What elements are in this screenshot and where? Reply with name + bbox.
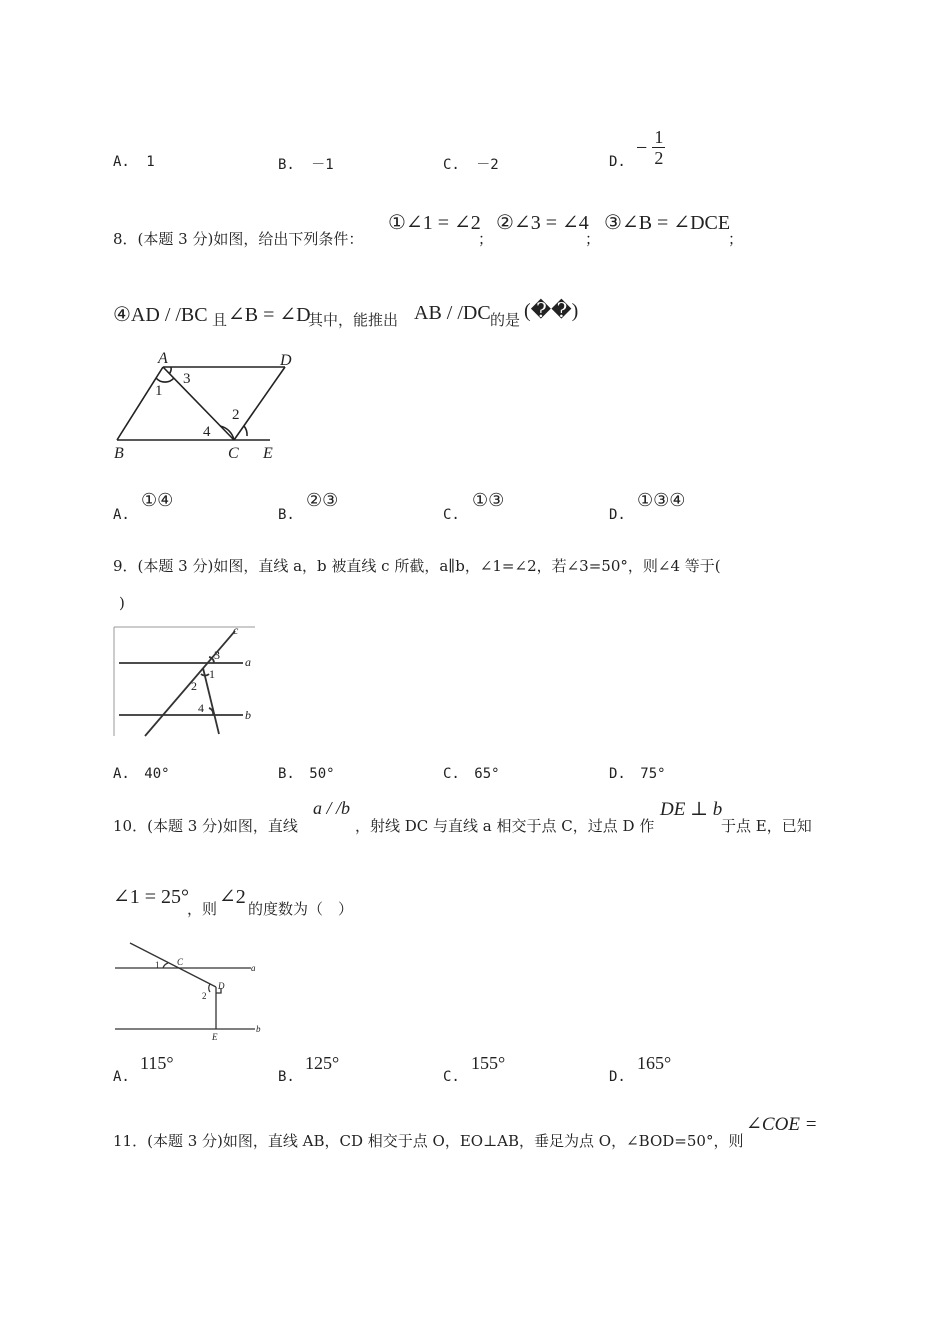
label-c: C bbox=[177, 957, 184, 967]
q9-option-b[interactable] bbox=[278, 766, 335, 782]
q9-stem-line2: ) bbox=[119, 594, 125, 612]
option-value: 75° bbox=[640, 766, 666, 782]
q10-figure bbox=[113, 937, 273, 1047]
option-value: －1 bbox=[311, 157, 334, 173]
q8-condition-4b: ∠B = ∠D bbox=[228, 304, 311, 326]
separator: ； bbox=[585, 230, 601, 248]
label-angle-1: 1 bbox=[209, 667, 215, 681]
option-letter: D. bbox=[609, 1069, 626, 1085]
label-angle-3: 3 bbox=[214, 648, 220, 662]
q8-option-d[interactable] bbox=[609, 507, 626, 523]
label-b: B bbox=[114, 445, 124, 462]
option-letter: B. bbox=[278, 1069, 295, 1085]
label-b: b bbox=[256, 1024, 261, 1034]
label-c: C bbox=[228, 445, 239, 462]
q9-stem-line1: 9．(本题 3 分)如图，直线 a，b 被直线 c 所截，a∥b，∠1=∠2，若∠3=50°，则∠4 等于( bbox=[113, 557, 721, 575]
ray-dc bbox=[130, 943, 216, 987]
question-points: (本题 3 分) bbox=[137, 230, 214, 248]
q7-option-c[interactable] bbox=[443, 154, 499, 174]
minus-sign: − bbox=[636, 137, 648, 159]
q7-option-d-fraction bbox=[636, 127, 665, 170]
label-a: a bbox=[251, 963, 256, 973]
q10-perp-expr: DE ⊥ b bbox=[660, 799, 723, 820]
label-angle-2: 2 bbox=[202, 991, 207, 1001]
q10-then: ，则 bbox=[187, 900, 218, 918]
label-angle-2: 2 bbox=[232, 407, 240, 423]
q10-option-b[interactable] bbox=[278, 1069, 295, 1085]
label-angle-3: 3 bbox=[183, 371, 191, 387]
label-angle-2: 2 bbox=[191, 679, 197, 693]
option-letter: B. bbox=[278, 766, 295, 782]
question-number: 8． bbox=[113, 230, 138, 248]
option-letter: D. bbox=[609, 766, 626, 782]
q9-option-c[interactable] bbox=[443, 766, 500, 782]
separator: ； bbox=[728, 230, 744, 248]
arc-1 bbox=[156, 378, 174, 382]
label-d: D bbox=[280, 352, 292, 369]
option-letter: C. bbox=[443, 507, 460, 523]
q10-ask: 的度数为（ ） bbox=[248, 900, 354, 918]
q9-figure bbox=[113, 626, 258, 738]
fraction-denominator: 2 bbox=[654, 148, 664, 168]
arc-2 bbox=[244, 426, 247, 436]
separator: ； bbox=[478, 230, 494, 248]
q8-and: 且 bbox=[212, 311, 228, 329]
option-value: 50° bbox=[309, 766, 335, 782]
fraction bbox=[652, 127, 665, 168]
q8-option-a-value: ①④ bbox=[141, 490, 174, 511]
line-c bbox=[145, 631, 235, 736]
q10-option-a-value: 115° bbox=[140, 1053, 174, 1073]
option-value: －2 bbox=[476, 157, 499, 173]
q8-condition-2: ②∠3 = ∠4 bbox=[496, 212, 589, 234]
label-a: A bbox=[158, 350, 168, 367]
option-letter: C. bbox=[443, 766, 460, 782]
option-letter: A. bbox=[113, 507, 130, 523]
q8-stem bbox=[113, 228, 363, 249]
q10-mid: ，射线 DC 与直线 a 相交于点 C，过点 D 作 bbox=[355, 817, 655, 835]
option-letter: C. bbox=[443, 1069, 460, 1085]
q7-option-a[interactable] bbox=[113, 154, 155, 170]
q9-option-a[interactable] bbox=[113, 766, 170, 782]
q10-option-a[interactable] bbox=[113, 1069, 130, 1085]
q8-option-c[interactable] bbox=[443, 507, 460, 523]
label-e: E bbox=[263, 445, 273, 462]
q8-tail: 的是 bbox=[490, 311, 521, 329]
q8-option-d-value: ①③④ bbox=[637, 490, 686, 511]
q8-option-b-value: ②③ bbox=[306, 490, 339, 511]
q7-option-b[interactable] bbox=[278, 154, 334, 174]
segment-dc bbox=[234, 367, 285, 440]
option-letter: B. bbox=[278, 507, 295, 523]
option-letter: A. bbox=[113, 766, 130, 782]
q10-option-d[interactable] bbox=[609, 1069, 626, 1085]
arc-1 bbox=[163, 963, 168, 968]
q8-target: AB / /DC bbox=[414, 302, 491, 324]
option-letter: A. bbox=[113, 154, 130, 170]
q8-condition-3: ③∠B = ∠DCE bbox=[604, 212, 731, 234]
q7-option-d[interactable] bbox=[609, 154, 626, 170]
option-value: 65° bbox=[474, 766, 500, 782]
q10-given-angle: ∠1 = 25° bbox=[113, 886, 190, 908]
option-letter: C. bbox=[443, 157, 460, 173]
option-letter: B. bbox=[278, 157, 295, 173]
label-b: b bbox=[245, 708, 251, 722]
q11-stem: 11．(本题 3 分)如图，直线 AB，CD 相交于点 O，EO⊥AB，垂足为点 O，∠BOD=50°，则 bbox=[113, 1132, 744, 1150]
q8-option-b[interactable] bbox=[278, 507, 295, 523]
label-d: D bbox=[218, 981, 225, 991]
fraction-numerator: 1 bbox=[654, 127, 664, 147]
label-angle-1: 1 bbox=[155, 960, 160, 970]
q10-prefix: 10．(本题 3 分)如图，直线 bbox=[113, 817, 298, 835]
q11-expr: ∠COE = bbox=[746, 1114, 818, 1135]
label-c: c bbox=[233, 626, 239, 637]
q10-option-c[interactable] bbox=[443, 1069, 460, 1085]
option-letter: D. bbox=[609, 507, 626, 523]
q8-condition-4: ④AD / /BC bbox=[113, 304, 208, 326]
q9-option-d[interactable] bbox=[609, 766, 666, 782]
label-angle-1: 1 bbox=[155, 383, 163, 399]
q8-option-a[interactable] bbox=[113, 507, 130, 523]
label-angle-4: 4 bbox=[203, 424, 211, 440]
label-angle-4: 4 bbox=[198, 701, 204, 715]
option-letter: A. bbox=[113, 1069, 130, 1085]
option-letter: D. bbox=[609, 154, 626, 170]
q8-mid-text: 其中，能推出 bbox=[308, 311, 399, 329]
q8-condition-1: ①∠1 = ∠2 bbox=[388, 212, 481, 234]
q10-option-b-value: 125° bbox=[305, 1053, 340, 1073]
option-value: 40° bbox=[144, 766, 170, 782]
label-a: a bbox=[245, 655, 251, 669]
q8-figure bbox=[110, 350, 310, 465]
q8-answer-paren: (��) bbox=[524, 300, 579, 322]
q8-option-c-value: ①③ bbox=[472, 490, 505, 511]
arc-2 bbox=[209, 984, 210, 992]
option-value: 1 bbox=[146, 154, 155, 170]
q10-option-d-value: 165° bbox=[637, 1053, 672, 1073]
q10-parallel-expr: a / /b bbox=[313, 798, 351, 818]
arc-3 bbox=[169, 367, 171, 374]
question-stem: 如图，给出下列条件： bbox=[213, 230, 364, 248]
q10-tail: 于点 E，已知 bbox=[721, 817, 812, 835]
label-e: E bbox=[212, 1032, 218, 1042]
q10-option-c-value: 155° bbox=[471, 1053, 506, 1073]
q10-angle-2: ∠2 bbox=[219, 886, 246, 908]
